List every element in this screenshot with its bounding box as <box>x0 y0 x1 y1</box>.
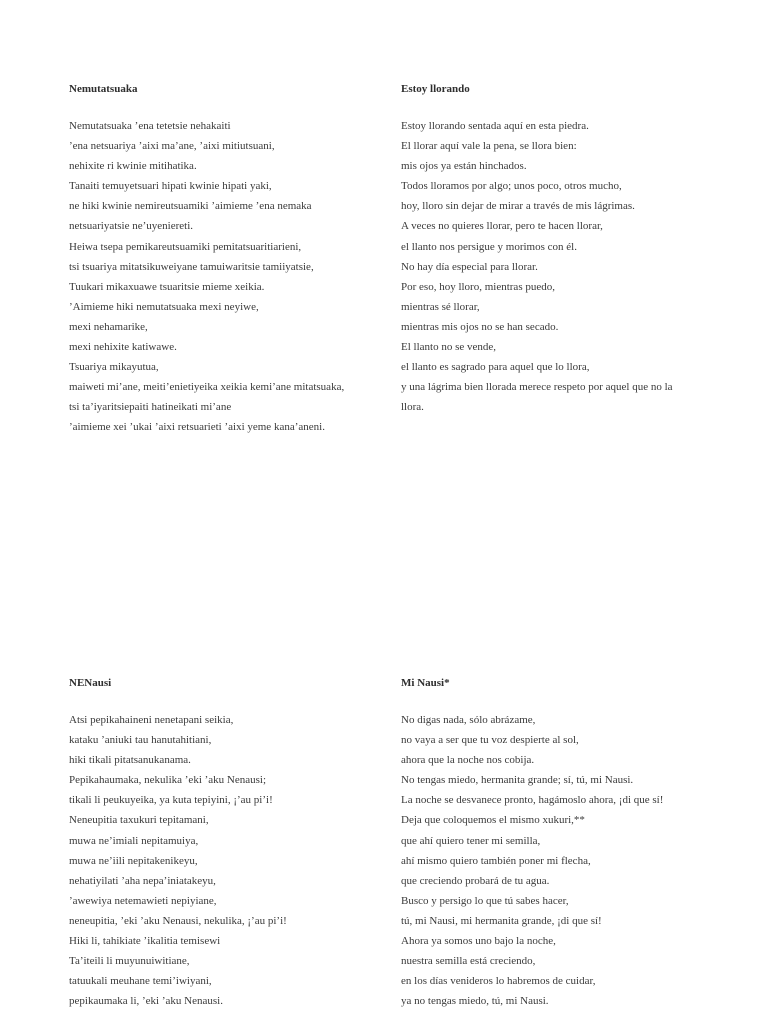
poem-estoy-llorando <box>401 82 701 417</box>
poem-line: Nemutatsuaka ʼena tetetsie nehakaiti <box>69 120 231 132</box>
poem-line: A veces no quieres llorar, pero te hacen llorar, <box>401 220 603 233</box>
poem-line: nehixite ri kwinie mitihatika. <box>69 160 197 173</box>
poem-line: Tanaiti temuyetsuari hipati kwinie hipati yaki, <box>69 180 272 193</box>
poem-line: No hay día especial para llorar. <box>401 260 538 273</box>
poem-line: tatuukali meuhane temiʼiwiyani, <box>69 975 212 988</box>
poem-lines <box>401 116 701 417</box>
poem-line: maiweti miʼane, meitiʼenietiyeika xeikia kemiʼane mitatsuaka, <box>69 381 345 394</box>
poem-line: hiki tikali pitatsanukanama. <box>69 754 191 767</box>
poem-title: Estoy llorando <box>401 83 470 95</box>
poem-line: en los días venideros lo habremos de cuidar, <box>401 975 596 988</box>
poem-title: Nemutatsuaka <box>69 83 138 95</box>
poem-line: que ahí quiero tener mi semilla, <box>401 834 541 847</box>
poem-line: netsuariyatsie neʼuyeniereti. <box>69 220 194 233</box>
poem-line: pepikaumaka li, ʼeki ʼaku Nenausi. <box>69 995 223 1008</box>
poem-line: ʼAimieme hiki nemutatsuaka mexi neyiwe, <box>69 300 259 313</box>
poem-line: mientras mis ojos no se han secado. <box>401 320 559 333</box>
poem-line: tsi taʼiyaritsiepaiti hatineikati miʼane <box>69 401 232 414</box>
poem-line: el llanto nos persigue y morimos con él. <box>401 240 577 253</box>
poem-nenausi <box>69 676 379 1011</box>
poem-line: hoy, lloro sin dejar de mirar a través de mis lágrimas. <box>401 200 635 213</box>
poem-line: muwa neʼimiali nepitamuiya, <box>69 834 199 847</box>
poem-line: tsi tsuariya mitatsikuweiyane tamuiwaritsie tamiiyatsie, <box>69 260 314 273</box>
poem-line: El llanto no se vende, <box>401 341 497 354</box>
poem-line: El llorar aquí vale la pena, se llora bien: <box>401 140 577 153</box>
poem-line: tikali li peukuyeika, ya kuta tepiyini, ¡ʼau piʼi! <box>69 794 273 807</box>
poem-line: nehatiyilati ʼaha nepaʼiniatakeyu, <box>69 874 216 887</box>
poem-line: el llanto es sagrado para aquel que lo llora, <box>401 361 590 374</box>
poem-line: ne hiki kwinie nemireutsuamiki ʼaimieme ʼena nemaka <box>69 200 312 213</box>
poem-line: Ahora ya somos uno bajo la noche, <box>401 935 556 948</box>
poem-title: Mi Nausi* <box>401 677 450 689</box>
poem-nemutatsuaka <box>69 82 379 438</box>
poem-line: Busco y persigo lo que tú sabes hacer, <box>401 894 569 907</box>
poem-line: La noche se desvanece pronto, hagámoslo ahora, ¡di que sí! <box>401 794 664 807</box>
poem-line: Heiwa tsepa pemikareutsuamiki pemitatsuaritiarieni, <box>69 240 302 253</box>
poem-line: ahí mismo quiero también poner mi flecha, <box>401 854 591 867</box>
poem-line: ya no tengas miedo, tú, mi Nausi. <box>401 995 549 1008</box>
poem-line: No tengas miedo, hermanita grande; sí, tú, mi Nausi. <box>401 774 634 787</box>
poem-line: Estoy llorando sentada aquí en esta piedra. <box>401 120 589 132</box>
poem-line: Deja que coloquemos el mismo xukuri,** <box>401 814 585 827</box>
poem-line: Atsi pepikahaineni nenetapani seikia, <box>69 714 234 726</box>
poem-line: llora. <box>401 401 424 414</box>
poem-line: tú, mi Nausi, mi hermanita grande, ¡di que sí! <box>401 914 602 927</box>
poem-line: Taʼiteili li muyunuiwitiane, <box>69 955 190 968</box>
poem-line: mexi nehamarike, <box>69 320 148 333</box>
poem-line: ʼaimieme xei ʼukai ʼaixi retsuarieti ʼaixi yeme kanaʼaneni. <box>69 421 325 434</box>
poem-line: mis ojos ya están hinchados. <box>401 160 527 173</box>
poem-lines <box>69 116 379 438</box>
poem-line: no vaya a ser que tu voz despierte al sol, <box>401 734 579 747</box>
poem-line: Hiki li, tahikiate ʼikalitia temisewi <box>69 935 221 948</box>
poem-line: ʼena netsuariya ʼaixi maʼane, ʼaixi mitiutsuani, <box>69 140 275 153</box>
poem-line: kataku ʼaniuki tau hanutahitiani, <box>69 734 212 747</box>
poem-line: Por eso, hoy lloro, mientras puedo, <box>401 280 555 293</box>
poem-line: Pepikahaumaka, nekulika ʼeki ʼaku Nenausi; <box>69 774 267 787</box>
poem-lines <box>401 710 701 1011</box>
poem-mi-nausi <box>401 676 701 1011</box>
poem-line: Neneupitia taxukuri tepitamani, <box>69 814 209 827</box>
poem-line: mientras sé llorar, <box>401 300 480 313</box>
poem-line: ahora que la noche nos cobija. <box>401 754 535 767</box>
poem-line: mexi nehixite katiwawe. <box>69 341 177 354</box>
poem-line: y una lágrima bien llorada merece respeto por aquel que no la <box>401 381 673 394</box>
poem-line: Todos lloramos por algo; unos poco, otros mucho, <box>401 180 622 193</box>
poem-line: Tsuariya mikayutua, <box>69 361 159 374</box>
poem-line: neneupitia, ʼeki ʼaku Nenausi, nekulika, ¡ʼau piʼi! <box>69 914 287 927</box>
poem-line: ʼawewiya netemawieti nepiyiane, <box>69 894 217 907</box>
poem-lines <box>69 710 379 1011</box>
poem-line: Tuukari mikaxuawe tsuaritsie mieme xeikia. <box>69 280 265 293</box>
poem-line: muwa neʼiili nepitakenikeyu, <box>69 854 198 867</box>
poem-line: No digas nada, sólo abrázame, <box>401 714 536 726</box>
poem-line: que creciendo probará de tu agua. <box>401 874 550 887</box>
poem-line: nuestra semilla está creciendo, <box>401 955 536 968</box>
poem-title: NENausi <box>69 677 112 689</box>
